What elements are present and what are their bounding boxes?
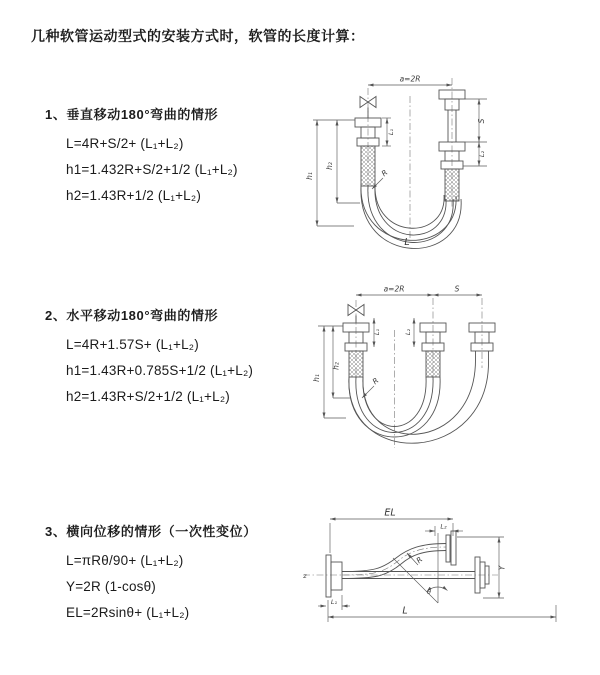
fixed-end-fitting: [355, 118, 381, 186]
dimension-h1-h2: [312, 326, 350, 418]
formula-line: h1=1.43R+0.785S+1/2 (L₁+L₂): [66, 363, 254, 378]
s-curve-hose: [342, 544, 446, 579]
diagram-vertical-180-bend: [300, 66, 600, 261]
centerline-break-mark: z: [303, 572, 307, 580]
formula-line: L=4R+S/2+ (L₁+L₂): [66, 136, 184, 151]
dimension-s-l2: [463, 99, 487, 166]
dimension-y: [457, 537, 507, 598]
section-horizontal-movement: [45, 305, 315, 410]
dim-label-length: L: [402, 605, 408, 617]
dim-label-l2: L₂: [440, 522, 447, 531]
dim-label-s: S: [477, 118, 486, 124]
formula-line: h1=1.432R+S/2+1/2 (L₁+L₂): [66, 162, 238, 177]
dimension-h1-h2: [305, 120, 360, 226]
radius-leader: [362, 376, 380, 398]
braided-hose-section: [445, 169, 459, 201]
centerlines: [356, 298, 482, 448]
dim-label-a2r: a=2R: [383, 284, 405, 294]
displaced-end-flange: [446, 531, 456, 565]
dimension-a2r-s: [356, 285, 482, 296]
dimension-l1: [382, 118, 395, 146]
dim-label-l1: L₁: [373, 328, 381, 336]
dimension-el: [330, 508, 453, 554]
dimension-l2: [425, 523, 463, 537]
section-2-formulas: [66, 332, 315, 410]
section-1-formulas: [66, 131, 315, 209]
dim-label-theta: θ: [427, 588, 431, 596]
formula-line: Y=2R (1-cosθ): [66, 579, 157, 594]
dimension-l1: [318, 595, 350, 610]
dim-label-l1: L₁: [387, 128, 395, 136]
dim-label-r: R: [370, 375, 381, 387]
dim-label-h1: h₁: [305, 172, 314, 180]
dimension-a2r: [368, 75, 452, 86]
dim-label-length: L: [404, 237, 410, 248]
section-2-heading: 2、水平移动180°弯曲的情形: [45, 308, 219, 323]
section-vertical-movement: [45, 104, 315, 209]
formula-line: h2=1.43R+1/2 (L₁+L₂): [66, 188, 202, 203]
dim-label-s: S: [454, 284, 460, 294]
braided-hose-section: [349, 351, 363, 377]
section-3-formulas: [66, 548, 315, 626]
dim-label-r: R: [379, 167, 390, 179]
dimension-l1-l2: [373, 318, 414, 347]
centerlines: [303, 547, 498, 575]
dim-label-a2r: a=2R: [399, 74, 421, 84]
dim-label-h2: h₂: [325, 162, 334, 170]
dim-label-r: R: [414, 554, 425, 566]
dim-label-y: Y: [497, 565, 507, 571]
section-1-heading: 1、垂直移动180°弯曲的情形: [45, 107, 219, 122]
braided-hose-section: [361, 146, 375, 186]
dim-label-el: EL: [384, 507, 396, 519]
formula-line: EL=2Rsinθ+ (L₁+L₂): [66, 605, 190, 620]
dim-label-l1: L₁: [330, 598, 338, 606]
section-3-heading: 3、横向位移的情形（一次性变位）: [45, 524, 257, 539]
fixed-end-flange: [326, 555, 342, 597]
diagram-lateral-displacement: [295, 500, 600, 645]
diagram-horizontal-180-bend: [300, 280, 600, 470]
dim-label-h1: h₁: [312, 374, 321, 382]
formula-line: L=πRθ/90+ (L₁+L₂): [66, 553, 184, 568]
formula-line: L=4R+1.57S+ (L₁+L₂): [66, 337, 199, 352]
hose-u-bend-arcs: [349, 359, 489, 443]
braided-hose-section: [426, 351, 440, 377]
page-title: 几种软管运动型式的安装方式时，软管的长度计算：: [31, 28, 365, 44]
dim-label-l2: L₂: [404, 328, 412, 336]
section-lateral-displacement: [45, 521, 315, 626]
formula-line: h2=1.43R+S/2+1/2 (L₁+L₂): [66, 389, 230, 404]
dimension-length: [328, 600, 556, 622]
dim-label-l2: L₂: [478, 150, 486, 158]
dim-label-h2: h₂: [331, 362, 341, 370]
